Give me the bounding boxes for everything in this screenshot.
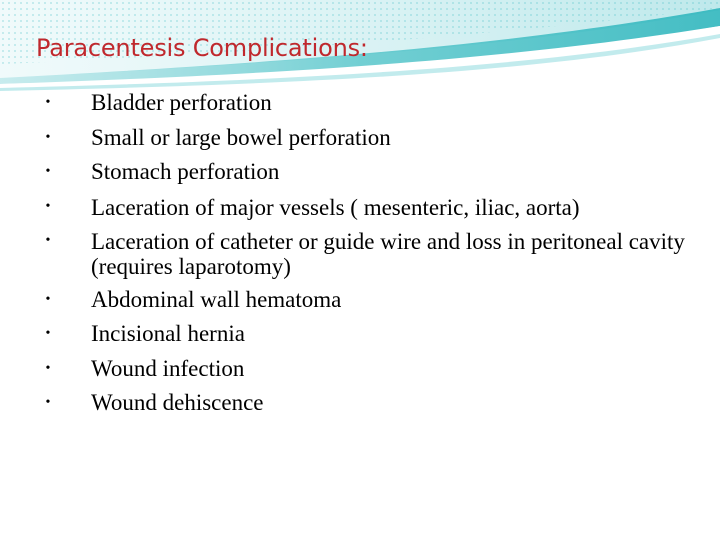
bullet-icon: • [45,360,51,376]
list-item: • Small or large bowel perforation [40,121,700,156]
bullet-icon: • [45,232,51,248]
complications-list [40,86,700,421]
bullet-icon: • [45,95,51,110]
slide-title: Paracentesis Complications: [36,34,368,62]
list-item: • Wound infection [40,352,700,387]
bullet-icon: • [45,164,51,179]
bullet-icon: • [45,198,51,214]
bullet-icon: • [45,395,51,410]
bullet-icon: • [45,326,51,341]
bullet-icon: • [45,129,51,145]
list-item: • Laceration of catheter or guide wire and loss in peritoneal cavity (requires laparotomy) [40,224,700,283]
list-item: • Abdominal wall hematoma [40,283,700,318]
list-item: • Bladder perforation [40,86,700,121]
bullet-icon: • [45,291,51,307]
list-item: • Incisional hernia [40,317,700,352]
list-item: • Wound dehiscence [40,386,700,421]
list-item: • Stomach perforation [40,155,700,190]
list-item: • Laceration of major vessels ( mesenteric, iliac, aorta) [40,190,700,224]
